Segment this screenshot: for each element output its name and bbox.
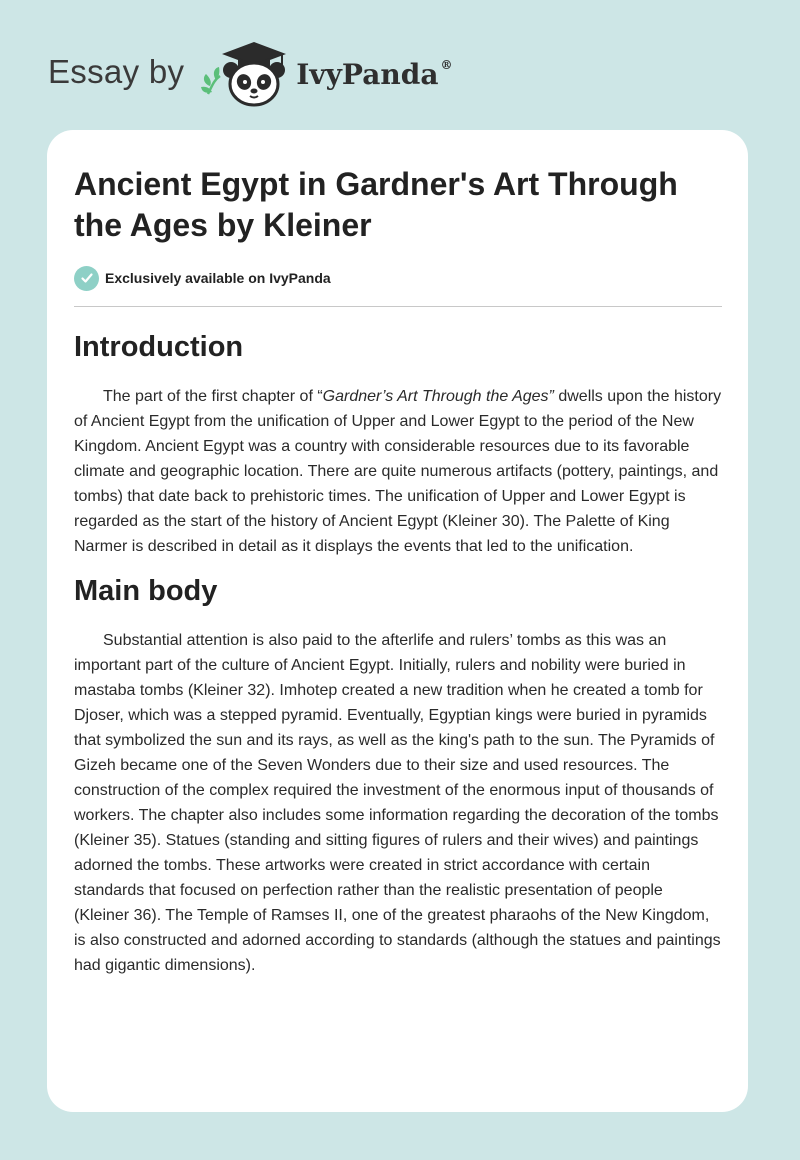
book-title-italic: Gardner’s Art Through the Ages” xyxy=(322,388,554,405)
ivypanda-logo-text: IvyPanda ® xyxy=(296,57,453,91)
main-body-paragraph: Substantial attention is also paid to the afterlife and rulers’ tombs as this was an important part of the culture of Ancient Egypt. Initially, rulers and nobility were buried in mastaba tombs (Kleiner 32). Imhotep created a new tradition when he created a tomb for Djoser, which was a stepped pyramid. Eventually, Egyptian kings were buried in pyramids that symbolized the sun and its rays, as well as the king's path to the sun. The Pyramids of Gizeh became one of the Seven Wonders due to their size and used resources. The construction of the complex required the investment of the enormous input of thousands of workers. The chapter also includes some information regarding the decoration of the tombs (Kleiner 35). Statues (standing and sitting figures of rulers and their wives) and paintings adorned the tombs. These artworks were created in strict accordance with certain standards that focused on perfection rather than the realistic presentation of people (Kleiner 36). The Temple of Ramses II, one of the greatest pharaohs of the New Kingdom, is also constructed and adorned according to standards (although the statues and paintings had gigantic dimensions). xyxy=(74,632,721,974)
section-heading-introduction: Introduction xyxy=(74,331,244,363)
registered-mark: ® xyxy=(440,58,453,73)
section-heading-main-body: Main body xyxy=(74,575,218,607)
panda-graduation-cap-icon xyxy=(198,36,290,108)
introduction-paragraph: The part of the first chapter of “Gardner’s Art Through the Ages” dwells upon the history of Ancient Egypt from the unification of Upper and Lower Egypt to the period of the New Kingdom. Ancient Egypt was a country with considerable resources due to its favorable climate and geographic location. There are quite numerous artifacts (pottery, paintings, and tombs) that date back to prehistoric times. The unification of Upper and Lower Egypt is regarded as the start of the history of Ancient Egypt (Kleiner 30). The Palette of King Narmer is described in detail as it displays the events that led to the unification. xyxy=(74,388,722,555)
essay-title: Ancient Egypt in Gardner's Art Through the Ages by Kleiner xyxy=(74,166,678,243)
check-icon xyxy=(74,266,99,291)
site-header xyxy=(48,36,452,108)
title-divider xyxy=(74,306,722,307)
exclusive-badge-label: Exclusively available on IvyPanda xyxy=(105,270,331,286)
essay-card xyxy=(47,130,748,1112)
essay-by-label: Essay by xyxy=(48,53,185,90)
exclusive-badge xyxy=(74,264,722,292)
